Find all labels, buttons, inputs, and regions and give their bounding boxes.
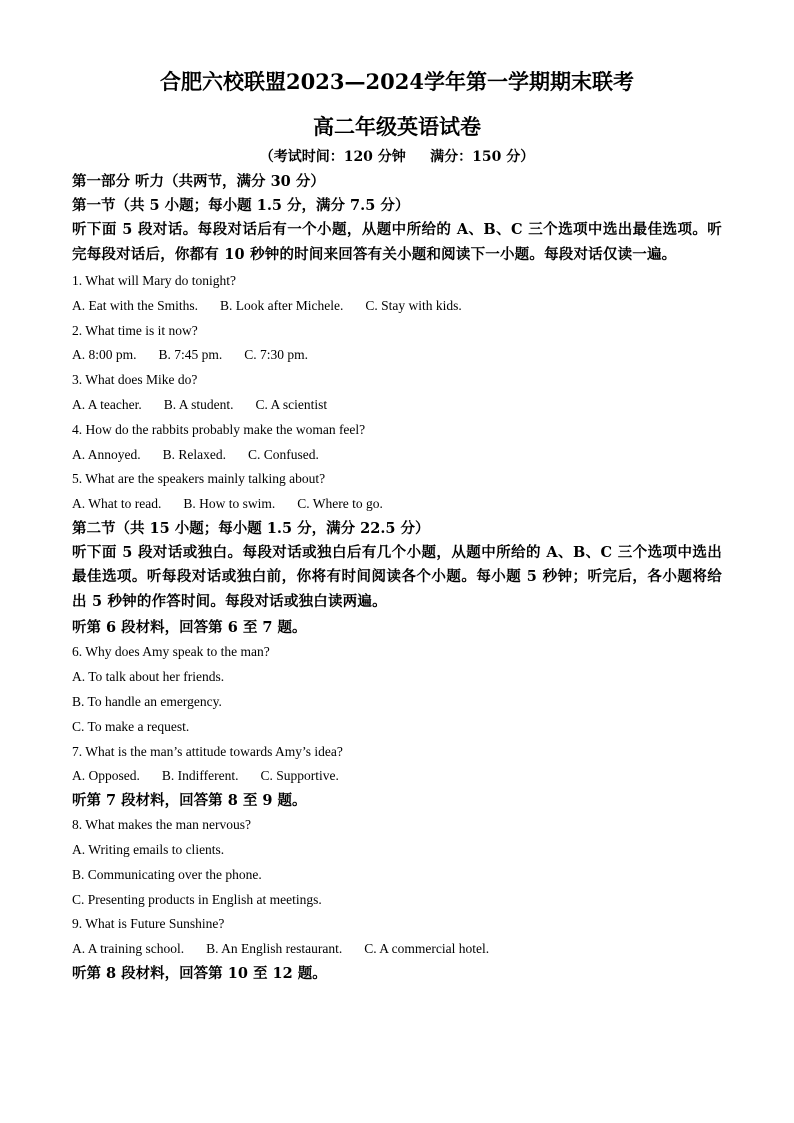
option-a: A. What to read. <box>72 496 162 512</box>
section1-heading: 第一节（共 5 小题；每小题 1.5 分，满分 7.5 分） <box>72 197 410 214</box>
exam-meta: （考试时间：120 分钟 满分：150 分） <box>259 149 535 165</box>
option-b: B. 7:45 pm. <box>158 347 223 363</box>
option-b: B. Look after Michele. <box>220 297 344 313</box>
option-c: C. A scientist <box>255 396 328 412</box>
question-stem: 3. What does Mike do? <box>72 372 198 388</box>
question-stem: 6. Why does Amy speak to the man? <box>72 644 270 660</box>
question-stem: 2. What time is it now? <box>72 322 198 338</box>
question-stem: 1. What will Mary do tonight? <box>72 273 236 288</box>
option-c: C. Confused. <box>248 446 319 462</box>
question-options <box>72 492 722 517</box>
question-stem: 8. What makes the man nervous? <box>72 817 251 833</box>
exam-title: 合肥六校联盟2023—2024学年第一学期期末联考 <box>160 69 634 94</box>
section2-heading: 第二节（共 15 小题；每小题 1.5 分，满分 22.5 分） <box>72 519 430 537</box>
question-options <box>72 294 722 319</box>
material7-heading: 听第 7 段材料，回答第 8 至 9 题。 <box>72 792 307 810</box>
material6-heading: 听第 6 段材料，回答第 6 至 7 题。 <box>72 619 307 637</box>
option-b: B. Communicating over the phone. <box>72 866 262 882</box>
question-options <box>72 343 722 368</box>
question-options <box>72 443 722 468</box>
option-a: A. To talk about her friends. <box>72 669 225 685</box>
option-b: B. To handle an emergency. <box>72 694 222 710</box>
question-options <box>72 764 722 789</box>
exam-content <box>72 170 722 986</box>
option-a: A. A training school. <box>72 941 185 957</box>
question-options <box>72 937 722 962</box>
question-options <box>72 393 722 418</box>
material8-heading: 听第 8 段材料，回答第 10 至 12 题。 <box>72 965 327 983</box>
part1-heading: 第一部分 听力（共两节，满分 30 分） <box>72 173 325 190</box>
exam-subtitle: 高二年级英语试卷 <box>313 114 481 139</box>
option-b: B. An English restaurant. <box>206 941 343 957</box>
option-b: B. Indifferent. <box>161 768 239 784</box>
question-stem: 9. What is Future Sunshine? <box>72 916 225 932</box>
option-c: C. Supportive. <box>260 768 339 784</box>
option-c: C. Stay with kids. <box>365 297 462 313</box>
option-a: A. Eat with the Smiths. <box>72 297 198 313</box>
question-stem: 4. How do the rabbits probably make the woman feel? <box>72 421 366 437</box>
option-a: A. A teacher. <box>72 396 142 412</box>
option-b: B. Relaxed. <box>162 446 226 462</box>
option-a: A. 8:00 pm. <box>72 347 137 363</box>
option-a: A. Opposed. <box>72 768 140 784</box>
option-c: C. 7:30 pm. <box>244 347 309 363</box>
option-c: C. Presenting products in English at meetings. <box>72 891 322 907</box>
option-c: C. To make a request. <box>72 718 190 734</box>
option-c: C. A commercial hotel. <box>364 941 490 957</box>
option-b: B. A student. <box>163 396 234 412</box>
option-a: A. Annoyed. <box>72 446 141 462</box>
section1-instructions: 听下面 5 段对话。每段对话后有一个小题，从题中所给的 A、B、C 三个选项中选出最佳选项。听完每段对话后，你都有 10 秒钟的时间来回答有关小题和阅读下一小题。每段对话仅读一遍。 <box>72 221 722 263</box>
option-a: A. Writing emails to clients. <box>72 842 225 858</box>
section2-instructions: 听下面 5 段对话或独白。每段对话或独白后有几个小题，从题中所给的 A、B、C 三个选项中选出最佳选项。听每段对话或独白前，你将有时间阅读各个小题。每小题 5 秒钟；听完后，各小题将给出 5 秒钟的作答时间。每段对话或独白读两遍。 <box>72 543 722 610</box>
question-stem: 7. What is the man’s attitude towards Amy’s idea? <box>72 743 343 759</box>
option-b: B. How to swim. <box>183 496 276 512</box>
question-stem: 5. What are the speakers mainly talking about? <box>72 471 326 487</box>
option-c: C. Where to go. <box>297 496 383 512</box>
